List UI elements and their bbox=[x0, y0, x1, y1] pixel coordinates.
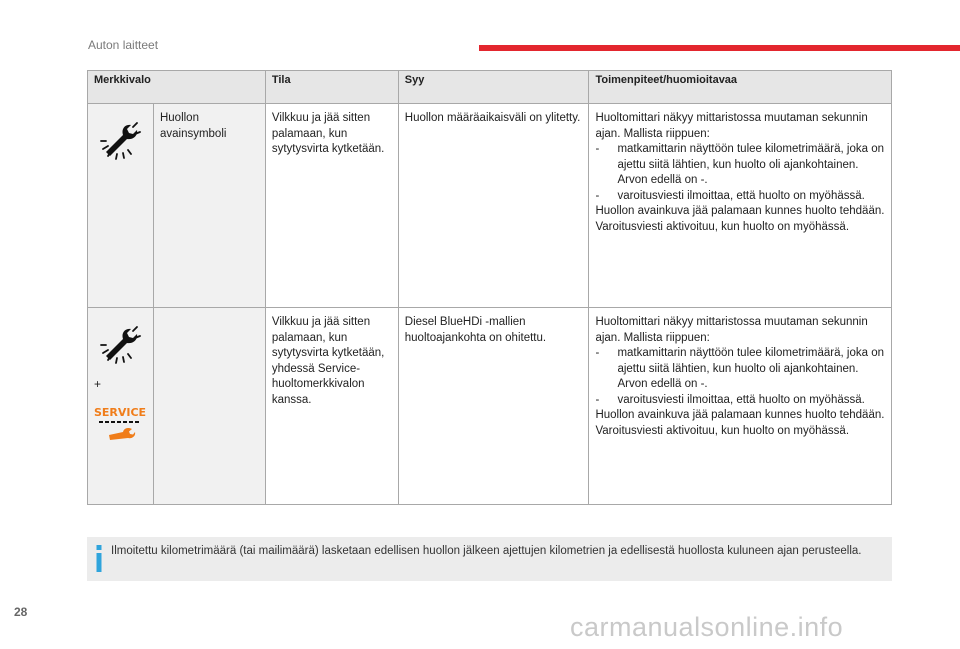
warning-lights-table bbox=[87, 70, 892, 505]
action-outro: Huollon avainkuva jää palamaan kunnes huolto tehdään. bbox=[595, 409, 885, 421]
column-header-merkkivalo: Merkkivalo bbox=[88, 71, 266, 104]
cause-cell: Huollon määräaikaisväli on ylitetty. bbox=[398, 104, 589, 308]
cause-cell: Diesel BlueHDi -mallien huoltoajankohta on ohitettu. bbox=[398, 308, 589, 505]
plus-sign: + bbox=[94, 377, 102, 391]
page-number: 28 bbox=[14, 605, 28, 619]
table-row bbox=[88, 104, 892, 308]
action-outro: Huollon avainkuva jää palamaan kunnes huolto tehdään. bbox=[595, 205, 885, 217]
action-intro: Huoltomittari näkyy mittaristossa muutaman sekunnin ajan. Mallista riippuen: bbox=[595, 112, 868, 140]
section-title: Auton laitteet bbox=[88, 38, 159, 52]
service-wrench-icon bbox=[94, 405, 147, 443]
action-cell bbox=[589, 308, 892, 505]
indicator-name: Huollon avainsymboli bbox=[153, 104, 265, 308]
table-row bbox=[88, 308, 892, 505]
watermark: carmanualsonline.info bbox=[570, 612, 844, 642]
action-intro: Huoltomittari näkyy mittaristossa muutaman sekunnin ajan. Mallista riippuen: bbox=[595, 316, 868, 344]
info-note-text: Ilmoitettu kilometrimäärä (tai mailimäärä) lasketaan edellisen huollon jälkeen ajettujen kilometrien ja edellisestä huollosta kuluneen ajan perusteella. bbox=[111, 545, 862, 557]
wrench-icon bbox=[97, 119, 143, 161]
action-list-item: - matkamittarin näyttöön tulee kilometrimäärä, joka on ajettu siitä lähtien, kun huolto oli ajankohtainen. Arvon edellä on -. bbox=[595, 143, 884, 186]
header-accent-bar bbox=[479, 45, 960, 51]
state-cell: Vilkkuu ja jää sitten palamaan, kun sytytysvirta kytketään, yhdessä Service-huoltomerkkivalon kanssa. bbox=[265, 308, 398, 505]
action-outro: Varoitusviesti aktivoituu, kun huolto on myöhässä. bbox=[595, 424, 850, 437]
indicator-icon-cell bbox=[88, 104, 154, 308]
action-list-item: - varoitusviesti ilmoittaa, että huolto on myöhässä. bbox=[595, 393, 865, 406]
column-header-tila: Tila bbox=[265, 71, 398, 104]
table-header-row bbox=[88, 71, 892, 104]
action-cell bbox=[589, 104, 892, 308]
column-header-syy: Syy bbox=[398, 71, 589, 104]
action-outro: Varoitusviesti aktivoituu, kun huolto on myöhässä. bbox=[595, 220, 850, 233]
action-list-item: - varoitusviesti ilmoittaa, että huolto on myöhässä. bbox=[595, 189, 865, 202]
action-list-item: - matkamittarin näyttöön tulee kilometrimäärä, joka on ajettu siitä lähtien, kun huolto oli ajankohtainen. Arvon edellä on -. bbox=[595, 347, 884, 390]
state-cell: Vilkkuu ja jää sitten palamaan, kun sytytysvirta kytketään. bbox=[265, 104, 398, 308]
svg-text:SERVICE: SERVICE bbox=[94, 405, 147, 419]
wrench-icon bbox=[97, 323, 143, 365]
column-header-toimenpiteet: Toimenpiteet/huomioitavaa bbox=[589, 71, 892, 104]
indicator-icon-cell bbox=[88, 308, 154, 505]
indicator-name bbox=[153, 308, 265, 505]
info-icon bbox=[95, 545, 103, 572]
info-note bbox=[87, 537, 892, 581]
